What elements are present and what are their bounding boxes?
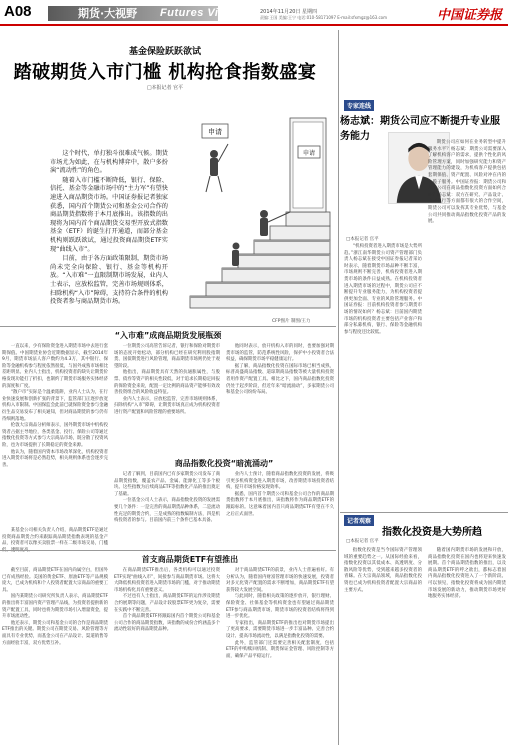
body-paragraph: 某基金公司相关负责人介绍，商品期货ETF是通过投资商品期货合约来跟踪商品期货指数表现的基金产品，投资者可以像买卖股票一样在二级市场交易，门槛	[2, 528, 108, 547]
side-headline-2: 指数化投资是大势所趋	[382, 527, 482, 538]
page-number: A08	[4, 3, 32, 20]
body-column-2	[114, 344, 220, 456]
body-paragraph: 业内人士表示，应放松监管，完善市场规则体系，扫除机构“入市”障碍，让期货市场真正成为机构投资者进行资产配置和风险管理的重要场所。	[114, 396, 220, 415]
body-paragraph: “散户市”实际是个温柔陷阱，业内人士认为，在行业快速发展和创新扩张的背景下，监管部门正逐步放宽机构入市限制。中国保监会此前已就保险资金参与金融衍生品交易发布了相关通知，但对商品期货的参与仍有待细则落地。	[2, 390, 108, 422]
body-column-6	[2, 528, 108, 548]
divider	[340, 512, 508, 513]
subhead-3: 首支商品期货ETF有望推出	[141, 555, 239, 564]
page-header	[0, 0, 508, 26]
body-paragraph: 专家指出，商品期货ETF的推出也对期货市场提出了更高要求，需要期货市场进一步丰富品种、完善合约设计、提高市场流动性，以满足指数化投资的需要。	[226, 620, 334, 639]
side-column-4	[428, 548, 506, 746]
intro-text	[50, 150, 168, 308]
body-paragraph: 一直以来，少有保险资金进入期货市场中去进行套期保值。中国期货业协会近期数据显示，截至2014年9月，期货市场法人客户数约为4.3万，其中银行、保险等金融机构参与程度依然很低，与国外成熟市场相比差距明显。业内人士指出，机构投资者的缺失让期货价格发现功能打了折扣，也制约了期货市场服务实体经济的深度和广度。	[2, 344, 108, 389]
body-paragraph: 此外，监管部门还需要完善相关配套制度，包括ETF的申购赎回机制、期货保证金管理、风险控制等方面，确保产品平稳运行。	[226, 640, 334, 659]
body-column-3	[226, 344, 334, 456]
section-title-en: Futures Vision	[160, 7, 243, 19]
sign-label-2: 申请	[302, 150, 316, 157]
body-paragraph: 业内人士预计，随着商品指数化投资的发展，将吸引更多机构资金进入期货市场，改善期货市场投资者结构，提升市场价格发现效率。	[226, 472, 334, 491]
body-paragraph: 伦敦大宗商品分析师表示，国外期货市场中机构投资者占据主导地位，各类基金、投行、保险公司等通过指数化投资等方式参与大宗商品市场，既分散了投资风险，也为市场提供了长期稳定的资金来源。	[2, 423, 108, 448]
intro-paragraph: 这个时代，单打独斗很难成气候。期货市场尤为如此，在与机构博弈中，散户多扮演“流动性”的角色。	[50, 150, 168, 175]
issue-date: 2014年11月20日 星期四	[260, 9, 318, 15]
editor-info: 责编:王国 美编:王宁 电话:010-58171097 E-mail:sfxmgz@163.com	[260, 15, 388, 20]
kicker: 基金保险跃跃欲试	[128, 47, 201, 57]
column-divider	[338, 30, 339, 745]
section-title: 期货·大视野	[78, 7, 138, 20]
side-column-3	[344, 548, 422, 746]
main-headline: 踏破期货入市门槛 机构抢食指数盛宴	[13, 62, 317, 83]
body-column-7	[2, 568, 108, 746]
main-byline: □本报记者 官平	[146, 85, 184, 91]
body-paragraph: 他指出，商品期货具有天然的抗通胀属性，与股票、债券等资产的相关性较低，对于追求长期稳定回报的保险资金来说，配置一定比例的商品资产能够有效改善投资组合的风险收益特征。	[114, 370, 220, 396]
body-paragraph: 首个商品期货ETF将跟踪国内首个期货公司和基金公司合作的商品期货指数，该指数的成份合约涵盖多个流动性较好的商品期货品种。	[114, 614, 220, 633]
tag-observation: 记者观察	[344, 515, 374, 526]
body-column-4	[114, 472, 220, 548]
side-column-1	[344, 244, 422, 512]
body-paragraph: 国内某期货公司研究所负责人表示，商品期货ETF的推出将丰富国内资产管理产品线，为投资者提供新的资产配置工具，同时也将为期货市场引入增量资金，提升市场流动性。	[2, 594, 108, 620]
body-paragraph: 不过也有人士指出，商品期货ETF的运作涉及期货合约展期等问题，产品设计较股票ETF更为复杂，需要在实践中不断完善。	[114, 594, 220, 613]
body-paragraph: 据悉，国内首个期货公司和基金公司合作的商品期货指数将于本月底推出，该指数将作为商品期货ETF的跟踪标的。这意味着国内首只商品期货ETF有望在不久之后正式面世。	[226, 491, 334, 517]
sign-label-1: 申请	[208, 128, 222, 136]
side-headline-1: 杨志斌：期货公司应不断提升专业服务能力	[340, 116, 500, 142]
divider	[0, 326, 336, 327]
body-column-5	[226, 472, 334, 548]
illustration-caption: CFP图片 制图/王力	[272, 319, 311, 324]
body-paragraph: 对于商品期货ETF的前景，业内人士普遍看好。有分析认为，随着国内财富管理市场的快速发展，投资者对多元化资产配置的需求不断增加，商品期货ETF有望获得较大发展空间。	[226, 568, 334, 593]
subhead-2: 商品指数化投资“暗流涌动”	[174, 459, 274, 468]
body-column-1	[2, 344, 108, 524]
body-paragraph: 在商品期货ETF推出后，各类机构可以通过投资ETF实现“曲线入市”，间接参与商品期货市场。这将大大降低机构投资者进入期货市场的门槛，对于推动期货市场机构化具有重要意义。	[114, 568, 220, 593]
masthead-logo: 中国证券报	[436, 8, 502, 23]
side-byline-2: □本报记者 官平	[346, 539, 379, 544]
tag-expert: 专家连线	[344, 100, 374, 111]
body-column-9	[226, 568, 334, 746]
side-paragraph: 随着国内期货市场的发展和开放，商品指数化投资在国内也将迎来快速发展期。首个商品期货指数的推出，以及商品期货ETF的呼之欲出，都标志着国内商品指数化投资进入了一个新阶段。可以预见，指数化投资将成为国内期货市场发展的新动力，推动期货市场更好地服务实体经济。	[428, 548, 506, 600]
body-paragraph: 截至目前，商品期货ETF在国内尚属空白，但国外已有成熟经验。美国的黄金ETF、原油ETF等产品规模庞大，已成为机构和个人投资者配置大宗商品的重要工具。	[2, 568, 108, 593]
intro-paragraph: 随着入市门槛不断降低，银行、保险、信托、基金等金融市场中的“主力军”有望快速进入商品期货市场。中国证券报记者独家获悉，国内首个期货公司和基金公司合作的商品期货指数将于本月底推出。该指数的出现将为国内首个商品期货交易型开放式指数基金（ETF）的诞生打开通道，而部分基金机构则跃跃欲试，通过投资商品期货ETF实现“曲线入市”。	[50, 176, 168, 253]
body-paragraph: 与此同时，随着相关政策的逐步放开，银行理财、保险资金、社保基金等机构资金也有望通过商品期货ETF参与商品期货市场，期货市场的投资者结构将得到进一步优化。	[226, 594, 334, 620]
side-paragraph: “机构投资者进入期货市场是大势所趋。”浙江南华期货公司资产管理部门负责人杨志斌在接受中国证券报记者采访时表示，随着期货市场品种不断丰富，市场规则不断完善，机构投资者进入期货市场的条件日益成熟。在机构投资者进入期货市场的过程中，期货公司应不断提升专业服务能力，为机构投资者提供更加全面、专业的风险管理服务。中国证券报：目前机构投资者参与期货市场的情况如何？杨志斌：目前国内期货市场的机构投资者主要包括产业客户和部分私募机构，银行、保险等金融机构参与程度还比较低。	[344, 244, 422, 335]
body-paragraph: 据了解，商品指数化投资在国际市场已相当成熟，标普高盛商品指数、道琼斯商品指数等被大量机构投资者用作资产配置工具。相比之下，国内商品指数化投资仍处于起步阶段，但近年来“暗流涌动”，多家期货公司和基金公司纷纷布局。	[226, 363, 334, 396]
body-column-8	[114, 568, 220, 746]
side-paragraph: 指数化投资是当今国际资产管理领域的重要趋势之一。从国际经验来看，指数化投资以其低成本、高透明度、分散风险等优势，受到越来越多投资者的青睐。在大宗商品领域，商品指数化投资也已成为机构投资者配置大宗商品的主要方式。	[344, 548, 422, 593]
staircase-illustration	[172, 96, 332, 316]
side-column-2	[428, 140, 506, 512]
body-paragraph: 他还表示，期货公司和基金公司的合作是商品期货ETF推出的关键。期货公司在期货交易、风险管理等方面具有专业优势，而基金公司在产品设计、渠道销售等方面经验丰富，双方优势互补。	[2, 620, 108, 646]
body-paragraph: 记者了解到，目前国内已有多家期货公司发布了商品期货指数，覆盖农产品、金属、能源化工等多个板块。这些指数为后续商品ETF等指数化产品的推出奠定了基础。	[114, 472, 220, 497]
subhead-1: “入市难”成商品期货发展瓶颈	[114, 331, 222, 340]
body-paragraph: 一位基金公司人士表示，商品指数化投资的发展需要几个条件：一是完善的商品期货品种体系，二是流动性充足的期货合约，三是成熟的指数编制方法，四是机构投资者的参与。目前国内前三个条件已基本具备。	[114, 498, 220, 524]
side-byline-1: □本报记者 官平	[346, 237, 379, 242]
body-paragraph: 他同时表示，放开机构入市的同时，也要加强对期货市场的监管，防范系统性风险，保护中小投资者合法权益，确保期货市场平稳健康运行。	[226, 344, 334, 363]
intro-paragraph: 目前，由于各方面政策限制，期货市场尚未完全向保险、银行、基金等机构开放。“入市难”一直限制期市场发展，业内人士表示，应放松监管，完善市场规则体系，扫除机构“入市”障碍，支持符合条件的机构投资者参与商品期货市场。	[50, 255, 168, 306]
divider	[0, 550, 336, 551]
side-paragraph: 期货公司应如何在业务转型中提升服务水平？杨志斌：期货公司需要深入了解机构客户的需求，提供个性化的风险管理方案，同时加强研究能力和资产管理能力的建设，为机构客户提供包括套期保值、资产配置、风险对冲在内的一揽子服务。中国证券报：期货公司和基金公司在商品指数化投资方面如何合作？杨志斌：双方在研究、产品设计、交易执行等方面都有很大的合作空间，期货公司可以发挥其专业优势，与基金公司共同推动商品指数化投资产品的发展。	[428, 140, 506, 225]
body-paragraph: 一位期货公司高管告诉记者，银行和保险对期货市场的态度开始松动，部分机构已经在研究利用股指期货、国债期货进行风险管理，商品期货市场则仍处于观望阶段。	[114, 344, 220, 369]
body-paragraph: 他认为，随着国内资本市场改革深化，机构投资者进入期货市场将是必然趋势，相关规则体系也会逐步完善。	[2, 449, 108, 468]
